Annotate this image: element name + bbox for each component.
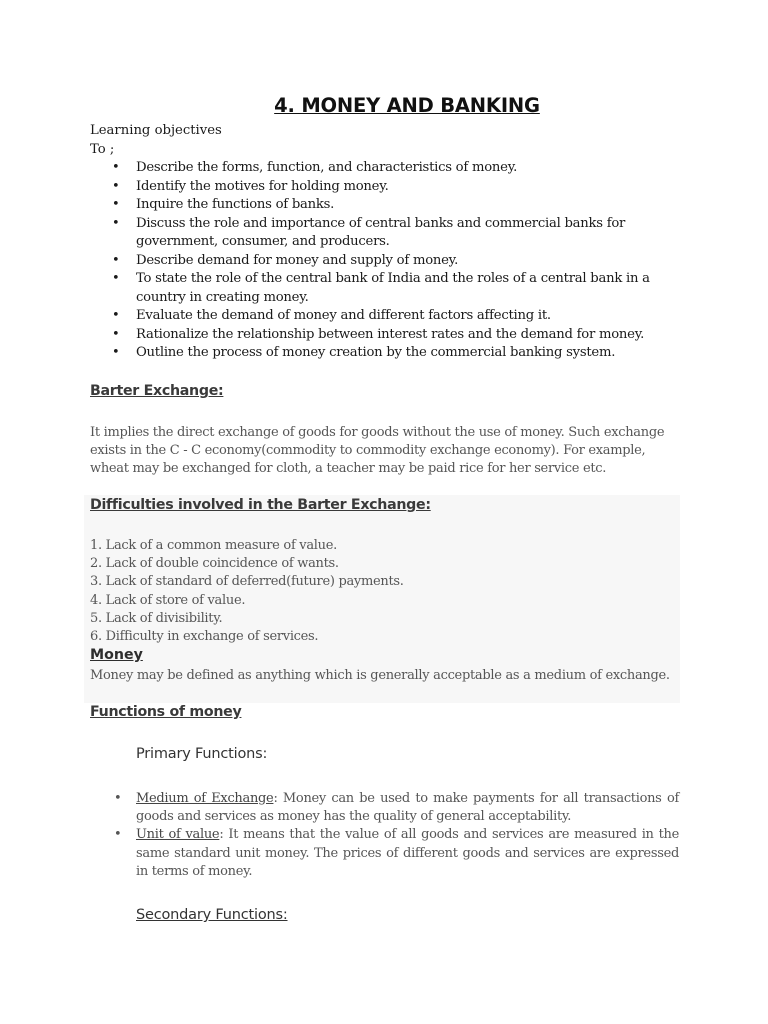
list-item	[90, 344, 680, 363]
objective-text: To state the role of the central bank of India and the roles of a central bank in a country in creating money.	[136, 271, 650, 305]
list-item	[90, 215, 680, 252]
list-item: 5. Lack of divisibility.	[90, 610, 223, 626]
page-title: 4. MONEY AND BANKING	[274, 94, 540, 117]
bullet-icon: •	[112, 160, 120, 175]
learning-objectives	[90, 121, 680, 363]
objective-text: Inquire the functions of banks.	[136, 197, 335, 212]
list-item: 2. Lack of double coincidence of wants.	[90, 556, 339, 572]
bullet-icon: •	[112, 308, 120, 323]
list-item	[112, 826, 679, 881]
list-item	[90, 159, 680, 178]
list-item	[90, 307, 680, 326]
barter-heading: Barter Exchange:	[90, 383, 224, 399]
objective-text: Rationalize the relationship between interest rates and the demand for money.	[136, 326, 645, 342]
list-item: 3. Lack of standard of deferred(future) payments.	[90, 574, 404, 590]
bullet-icon: •	[114, 827, 122, 843]
money-definition: Money may be defined as anything which is generally acceptable as a medium of exchange.	[90, 668, 670, 683]
list-item: 4. Lack of store of value.	[90, 592, 246, 608]
bullet-icon: •	[112, 252, 120, 268]
list-item	[90, 196, 680, 215]
objective-text: Identify the motives for holding money.	[136, 178, 389, 194]
bullet-icon: •	[112, 178, 120, 194]
functions-heading: Functions of money	[90, 704, 242, 720]
secondary-functions-heading: Secondary Functions:	[136, 907, 288, 923]
list-item	[112, 790, 679, 826]
list-item: 6. Difficulty in exchange of services.	[90, 629, 319, 645]
objectives-label: Learning objectives	[90, 123, 222, 138]
objectives-intro: To ;	[90, 142, 115, 157]
function-term: Medium of Exchange	[136, 791, 274, 806]
function-term: Unit of value	[136, 827, 220, 843]
difficulties-list	[90, 537, 680, 646]
list-item: 1. Lack of a common measure of value.	[90, 538, 337, 553]
objective-text: Describe demand for money and supply of money.	[136, 252, 459, 268]
primary-functions-heading: Primary Functions:	[136, 746, 268, 762]
objective-text: Discuss the role and importance of central banks and commercial banks for government, consumer, and producers.	[136, 215, 626, 249]
objective-text: Describe the forms, function, and characteristics of money.	[136, 160, 518, 175]
list-item	[90, 252, 680, 271]
bullet-icon: •	[112, 215, 120, 231]
list-item	[90, 326, 680, 345]
primary-functions-list	[112, 790, 679, 881]
objective-text: Outline the process of money creation by the commercial banking system.	[136, 345, 616, 360]
function-description: : Money can be used to make payments for all transactions of goods and services as money has the quality of general acceptability.	[136, 791, 679, 825]
list-item	[90, 270, 680, 307]
bullet-icon: •	[112, 326, 120, 342]
bullet-icon: •	[112, 345, 120, 360]
money-heading: Money	[90, 647, 143, 663]
objective-text: Evaluate the demand of money and different factors affecting it.	[136, 308, 551, 323]
bullet-icon: •	[112, 197, 120, 212]
barter-paragraph: It implies the direct exchange of goods for goods without the use of money. Such exchange exists in the C - C economy(commodity to commodity exchange economy). For example, wheat may be exchanged for cloth, a teacher may be paid rice for her service etc.	[90, 425, 665, 476]
function-description: : It means that the value of all goods and services are measured in the same standard unit money. The prices of different goods and services are expressed in terms of money.	[136, 827, 679, 879]
bullet-icon: •	[112, 271, 120, 286]
bullet-icon: •	[114, 791, 122, 806]
list-item	[90, 178, 680, 197]
difficulties-heading: Difficulties involved in the Barter Exchange:	[90, 497, 431, 513]
objectives-list	[90, 159, 680, 363]
